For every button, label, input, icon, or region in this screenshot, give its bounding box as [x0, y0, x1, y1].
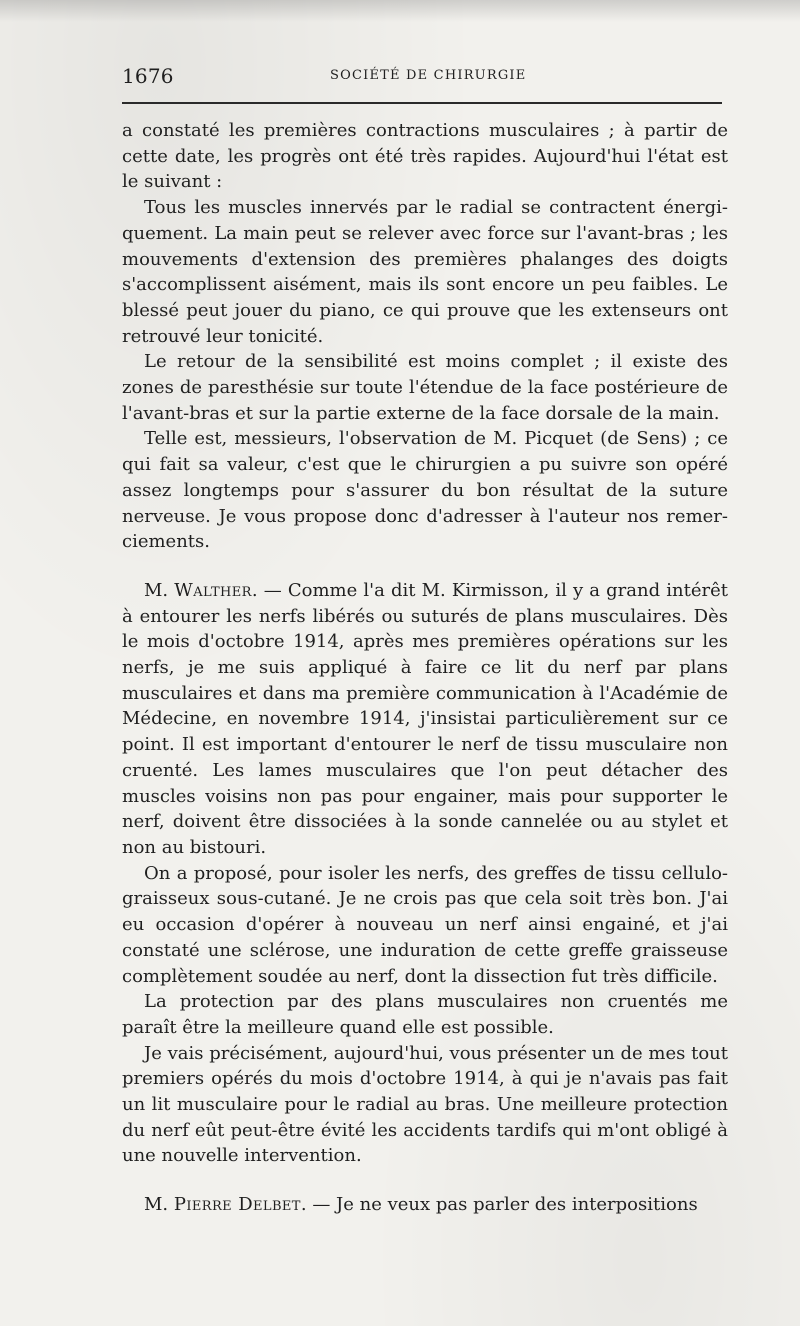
page-header [122, 64, 722, 90]
running-head: SOCIÉTÉ DE CHIRURGIE [330, 68, 527, 83]
delbet-intervention [122, 1192, 728, 1218]
paragraph-text: . — Comme l'a dit M. Kirmisson, il y a grand intérêt à entourer les nerfs libérés ou suturés de plans musculaires. Dès le mois d'octobre 1914, après mes premières opérations sur les nerfs, je me suis appliqué à faire ce lit du nerf par plans musculaires et dans ma première communication à l'Académie de Médecine, en novembre 1914, j'insistai particulièrement sur ce point. Il est important d'entourer le nerf de tissu musculaire non cruenté. Les lames musculaires que l'on peut détacher des muscles voisins non pas pour engainer, mais pour supporter le nerf, doivent être dissociées à la sonde cannelée ou au stylet et non au bistouri. [122, 579, 728, 858]
paragraph: Le retour de la sensibilité est moins complet ; il existe des zones de paresthésie sur toute l'étendue de la face postérieure de l'avant-bras et sur la partie externe de la face dorsale de la main. [122, 351, 728, 424]
body-text [122, 118, 728, 1218]
paragraph: Tous les muscles innervés par le radial se contractent énergiquement. La main peut se relever avec force sur l'avant-bras ; les mouvements d'extension des premières phalanges des doigts s'accomplissent aisément, mais ils sont encore un peu faibles. Le blessé peut jouer du piano, ce qui prouve que les extenseurs ont retrouvé leur tonicité. [122, 197, 728, 347]
speaker-prefix: M. [144, 579, 175, 601]
page-number: 1676 [122, 64, 174, 88]
header-rule [122, 102, 722, 104]
speaker-prefix: M. [144, 1194, 174, 1216]
speaker-name: Pierre Delbet [173, 1194, 301, 1216]
scan-edge [0, 0, 800, 22]
paragraph: La protection par des plans musculaires non cruentés me paraît être la meilleure quand elle est possible. [122, 991, 728, 1038]
paragraph: On a proposé, pour isoler les nerfs, des greffes de tissu cellulo-graisseux sous-cutané. Je ne crois pas que cela soit très bon. J'ai eu occasion d'opérer à nouveau un nerf ainsi engainé, et j'ai constaté une sclérose, une induration de cette greffe graisseuse complètement soudée au nerf, dont la dissection fut très difficile. [122, 862, 728, 987]
paragraph-text: . — Je ne veux pas parler des interpositions [300, 1194, 698, 1216]
paragraph: Telle est, messieurs, l'observation de M. Picquet (de Sens) ; ce qui fait sa valeur, c'est que le chirurgien a pu suivre son opéré assez longtemps pour s'assurer du bon résultat de la suture nerveuse. Je vous propose donc d'adresser à l'auteur nos remerciements. [122, 428, 728, 553]
speaker-name: Walther [174, 579, 252, 601]
paragraph: Je vais précisément, aujourd'hui, vous présenter un de mes tout premiers opérés du mois d'octobre 1914, à qui je n'avais pas fait un lit musculaire pour le radial au bras. Une meilleure protection du nerf eût peut-être évité les accidents tardifs qui m'ont obligé à une nouvelle intervention. [122, 1042, 728, 1167]
walther-intervention [122, 578, 728, 861]
paragraph: a constaté les premières contractions musculaires ; à partir de cette date, les progrès ont été très rapides. Aujourd'hui l'état est le suivant : [122, 120, 728, 193]
